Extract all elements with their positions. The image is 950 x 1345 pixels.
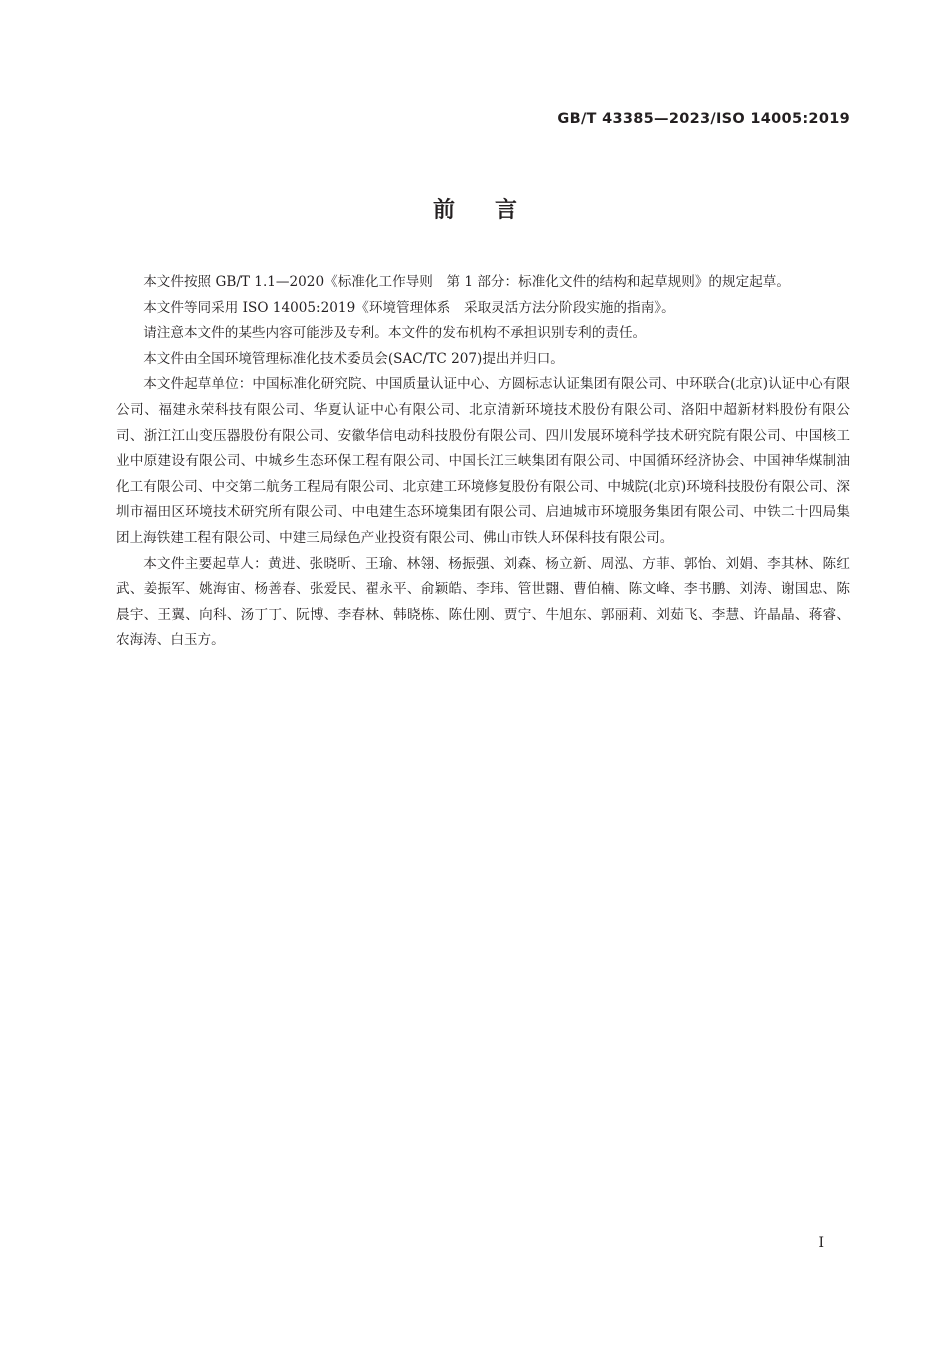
standard-code: GB/T 43385—2023/ISO 14005:2019 [557,111,850,127]
paragraph-drafters: 本文件主要起草人：黄进、张晓昕、王瑜、林翎、杨振强、刘森、杨立新、周泓、方菲、郭怡、刘娟、李其林、陈红武、姜振军、姚海宙、杨善春、张爱民、翟永平、俞颖皓、李玮、管世翾、曹伯楠、陈文峰、李书鹏、刘涛、谢国忠、陈晨宇、王翼、向科、汤丁丁、阮博、李春林、韩晓栋、陈仕刚、贾宁、牛旭东、郭丽莉、刘茹飞、李慧、许晶晶、蒋睿、农海涛、白玉方。 [116,555,850,649]
foreword-body [116,270,850,654]
paragraph-drafting-rules: 本文件按照 GB/T 1.1—2020《标准化工作导则 第 1 部分：标准化文件的结构和起草规则》的规定起草。 [143,274,790,290]
paragraph-adoption: 本文件等同采用 ISO 14005:2019《环境管理体系 采取灵活方法分阶段实施的指南》。 [143,299,675,316]
paragraph-committee: 本文件由全国环境管理标准化技术委员会(SAC/TC 207)提出并归口。 [143,350,564,367]
paragraph-patent-notice: 请注意本文件的某些内容可能涉及专利。本文件的发布机构不承担识别专利的责任。 [143,325,647,342]
page-number: I [818,1235,824,1251]
page-title: 前言 [432,198,557,223]
paragraph-drafting-units: 本文件起草单位：中国标准化研究院、中国质量认证中心、方圆标志认证集团有限公司、中环联合(北京)认证中心有限公司、福建永荣科技有限公司、华夏认证中心有限公司、北京清新环境技术股份有限公司、洛阳中超新材料股份有限公司、浙江江山变压器股份有限公司、安徽华信电动科技股份有限公司、四川发展环境科学技术研究院有限公司、中国核工业中原建设有限公司、中城乡生态环保工程有限公司、中国长江三峡集团有限公司、中国循环经济协会、中国神华煤制油化工有限公司、中交第二航务工程局有限公司、北京建工环境修复股份有限公司、中城院(北京)环境科技股份有限公司、深圳市福田区环境技术研究所有限公司、中电建生态环境集团有限公司、启迪城市环境服务集团有限公司、中铁二十四局集团上海铁建工程有限公司、中建三局绿色产业投资有限公司、佛山市铁人环保科技有限公司。 [116,376,850,546]
